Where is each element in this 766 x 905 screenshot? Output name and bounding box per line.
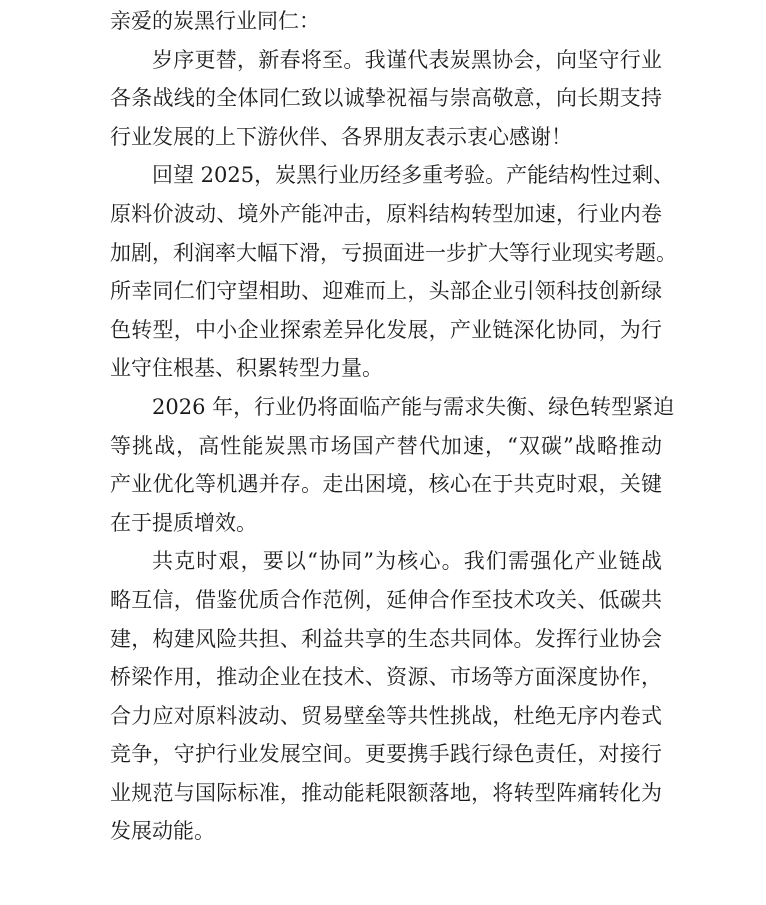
paragraph-3-line-3: 产业优化等机遇并存。走出困境，核心在于共克时艰，关键 (110, 472, 662, 497)
paragraph-2-line-5: 色转型，中小企业探索差异化发展，产业链深化协同，为行 (110, 317, 662, 342)
letter-body (110, 2, 677, 851)
paragraph-1-line-2: 各条战线的全体同仁致以诚挚祝福与崇高敬意，向长期支持 (110, 86, 662, 111)
paragraph-2-line-1: 回望 2025，炭黑行业历经多重考验。产能结构性过剩、 (152, 163, 675, 188)
paragraph-2-line-4: 所幸同仁们守望相助、迎难而上，头部企业引领科技创新绿 (110, 279, 662, 304)
salutation: 亲爱的炭黑行业同仁： (110, 9, 320, 33)
paragraph-2-line-2: 原料价波动、境外产能冲击，原料结构转型加速，行业内卷 (110, 201, 662, 226)
paragraph-1-line-1: 岁序更替，新春将至。我谨代表炭黑协会，向坚守行业 (152, 47, 662, 72)
paragraph-4-line-1: 共克时艰，要以“协同”为核心。我们需强化产业链战 (152, 549, 662, 574)
paragraph-4-line-4: 桥梁作用，推动企业在技术、资源、市场等方面深度协作， (110, 665, 662, 690)
paragraph-1-line-3: 行业发展的上下游伙伴、各界朋友表示衷心感谢！ (110, 124, 572, 149)
paragraph-4-line-6: 竞争，守护行业发展空间。更要携手践行绿色责任，对接行 (110, 742, 662, 767)
paragraph-4-line-3: 建，构建风险共担、利益共享的生态共同体。发挥行业协会 (110, 626, 662, 651)
paragraph-3-line-1: 2026 年，行业仍将面临产能与需求失衡、绿色转型紧迫 (152, 394, 675, 419)
paragraph-3-line-2: 等挑战，高性能炭黑市场国产替代加速，“双碳”战略推动 (110, 433, 662, 458)
paragraph-2-line-6: 业守住根基、积累转型力量。 (110, 356, 383, 381)
paragraph-3-line-4: 在于提质增效。 (110, 510, 257, 535)
paragraph-4-line-2: 略互信，借鉴优质合作范例，延伸合作至技术攻关、低碳共 (110, 587, 662, 612)
paragraph-4-line-5: 合力应对原料波动、贸易壁垒等共性挑战，杜绝无序内卷式 (110, 703, 662, 728)
paragraph-2-line-3: 加剧，利润率大幅下滑，亏损面进一步扩大等行业现实考题。 (110, 240, 677, 265)
paragraph-4-line-8: 发展动能。 (110, 819, 215, 844)
paragraph-4-line-7: 业规范与国际标准，推动能耗限额落地，将转型阵痛转化为 (110, 780, 662, 805)
